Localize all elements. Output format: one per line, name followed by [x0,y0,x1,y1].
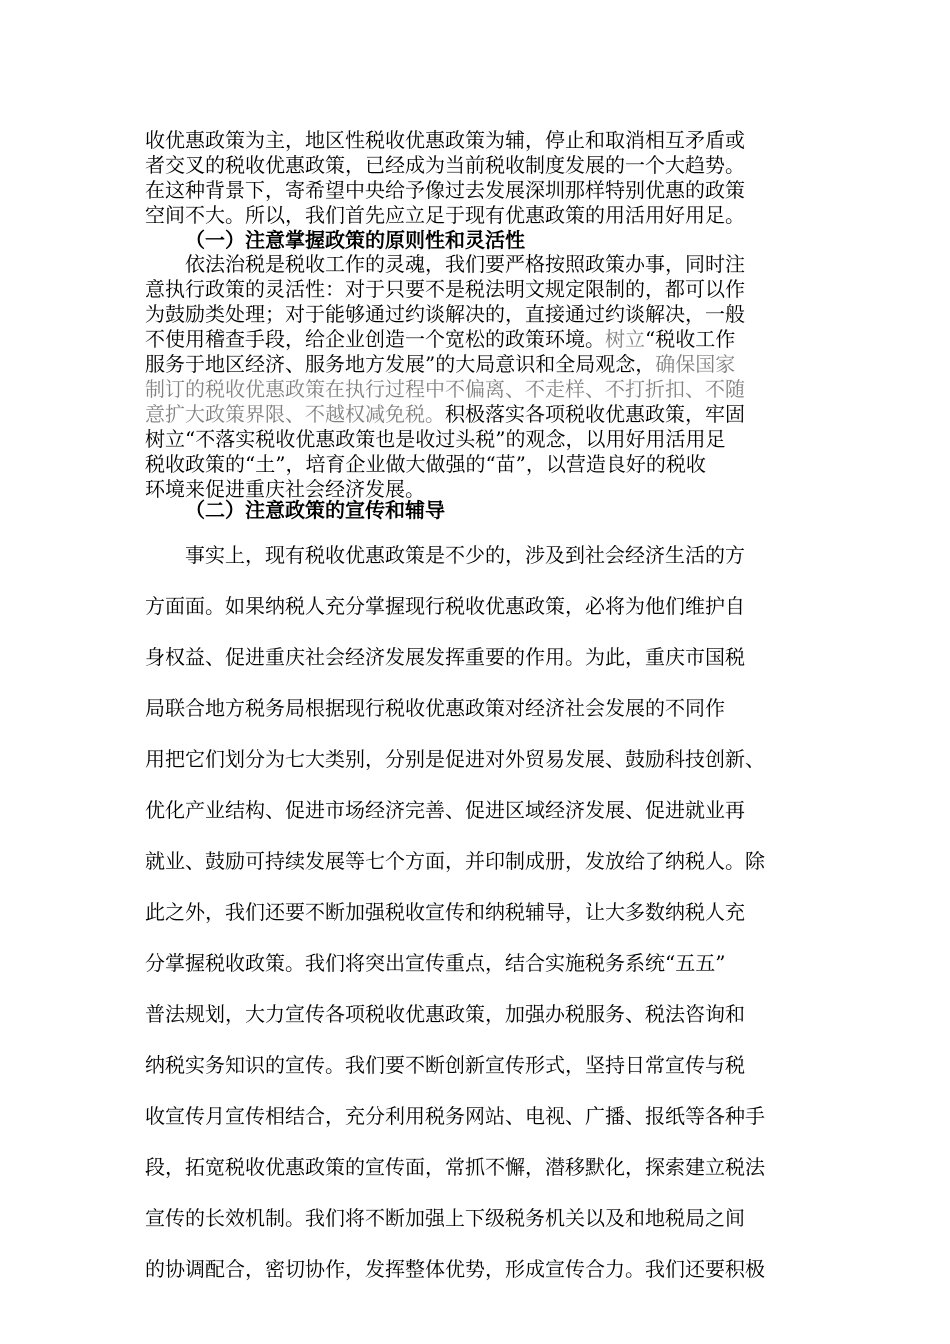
section-1-paragraph [145,252,810,502]
section-1-line [145,402,810,427]
section-1-line [145,252,810,277]
gray-text-run: 确保国家 [655,352,736,376]
section-2-line: 事实上，现有税收优惠政策是不少的，涉及到社会经济生活的方 [185,543,745,567]
section-2-line: 身权益、促进重庆社会经济发展发挥重要的作用。为此，重庆市国税 [145,645,745,669]
section-2-line: 用把它们划分为七大类别，分别是促进对外贸易发展、鼓励科技创新、 [145,747,765,771]
section-1-line [145,452,810,477]
section-2-line: 收宣传月宣传相结合，充分利用税务网站、电视、广播、报纸等各种手 [145,1104,765,1128]
section-2-line: 普法规划，大力宣传各项税收优惠政策，加强办税服务、税法咨询和 [145,1002,745,1026]
section-2-line: 纳税实务知识的宣传。我们要不断创新宣传形式，坚持日常宣传与税 [145,1053,745,1077]
section-1-line [145,377,810,402]
intro-line: 在这种背景下，寄希望中央给予像过去发展深圳那样特别优惠的政策 [145,178,745,202]
section-1-heading: （一）注意掌握政策的原则性和灵活性 [185,228,525,252]
gray-text-run: 树立 [605,327,645,351]
gray-text-run: 制订的税收优惠政策在执行过程中不偏离、不走样、不打折扣、不随 [145,377,745,401]
text-run: 为鼓励类处理；对于能够通过约谈解决的，直接通过约谈解决，一般 [145,302,745,326]
section-2-paragraph [145,530,825,1295]
text-run: 积极落实各项税收优惠政策，牢固 [445,402,745,426]
intro-line: 空间不大。所以，我们首先应立足于现有优惠政策的用活用好用足。 [145,203,745,227]
section-1-line [145,302,810,327]
section-2-line: 此之外，我们还要不断加强税收宣传和纳税辅导，让大多数纳税人充 [145,900,745,924]
section-2-line: 的协调配合，密切协作，发挥整体优势，形成宣传合力。我们还要积极 [145,1257,765,1281]
section-2-line: 就业、鼓励可持续发展等七个方面，并印制成册，发放给了纳税人。除 [145,849,765,873]
text-run: 不使用稽查手段，给企业创造一个宽松的政策环境。 [145,327,605,351]
section-2-line: 分掌握税收政策。我们将突出宣传重点，结合实施税务系统“五五” [145,951,726,975]
section-1-line [145,327,810,352]
intro-line: 收优惠政策为主，地区性税收优惠政策为辅，停止和取消相互矛盾或 [145,128,745,152]
text-run: 依法治税是税收工作的灵魂，我们要严格按照政策办事，同时注 [185,252,745,276]
section-2-line: 优化产业结构、促进市场经济完善、促进区域经济发展、促进就业再 [145,798,745,822]
text-run: “税收工作 [645,327,736,351]
section-1-line [145,277,810,302]
intro-paragraph [145,128,810,228]
section-1-line [145,352,810,377]
section-2-line: 段，拓宽税收优惠政策的宣传面，常抓不懈，潜移默化，探索建立税法 [145,1155,765,1179]
section-2-line: 宣传的长效机制。我们将不断加强上下级税务机关以及和地税局之间 [145,1206,745,1230]
text-run: 服务于地区经济、服务地方发展”的大局意识和全局观念， [145,352,656,376]
intro-line: 者交叉的税收优惠政策，已经成为当前税收制度发展的一个大趋势。 [145,153,745,177]
text-run: 税收政策的“土”，培育企业做大做强的“苗”，以营造良好的税收 [145,452,706,476]
text-run: 环境来促进重庆社会经济发展。 [145,477,425,501]
section-2-heading: （二）注意政策的宣传和辅导 [185,498,445,522]
text-run: 树立“不落实税收优惠政策也是收过头税”的观念，以用好用活用足 [145,427,726,451]
section-2-line: 方面面。如果纳税人充分掌握现行税收优惠政策，必将为他们维护自 [145,594,745,618]
gray-text-run: 意扩大政策界限、不越权减免税。 [145,402,445,426]
section-2-line: 局联合地方税务局根据现行税收优惠政策对经济社会发展的不同作 [145,696,725,720]
section-1-line [145,427,810,452]
text-run: 意执行政策的灵活性：对于只要不是税法明文规定限制的，都可以作 [145,277,745,301]
